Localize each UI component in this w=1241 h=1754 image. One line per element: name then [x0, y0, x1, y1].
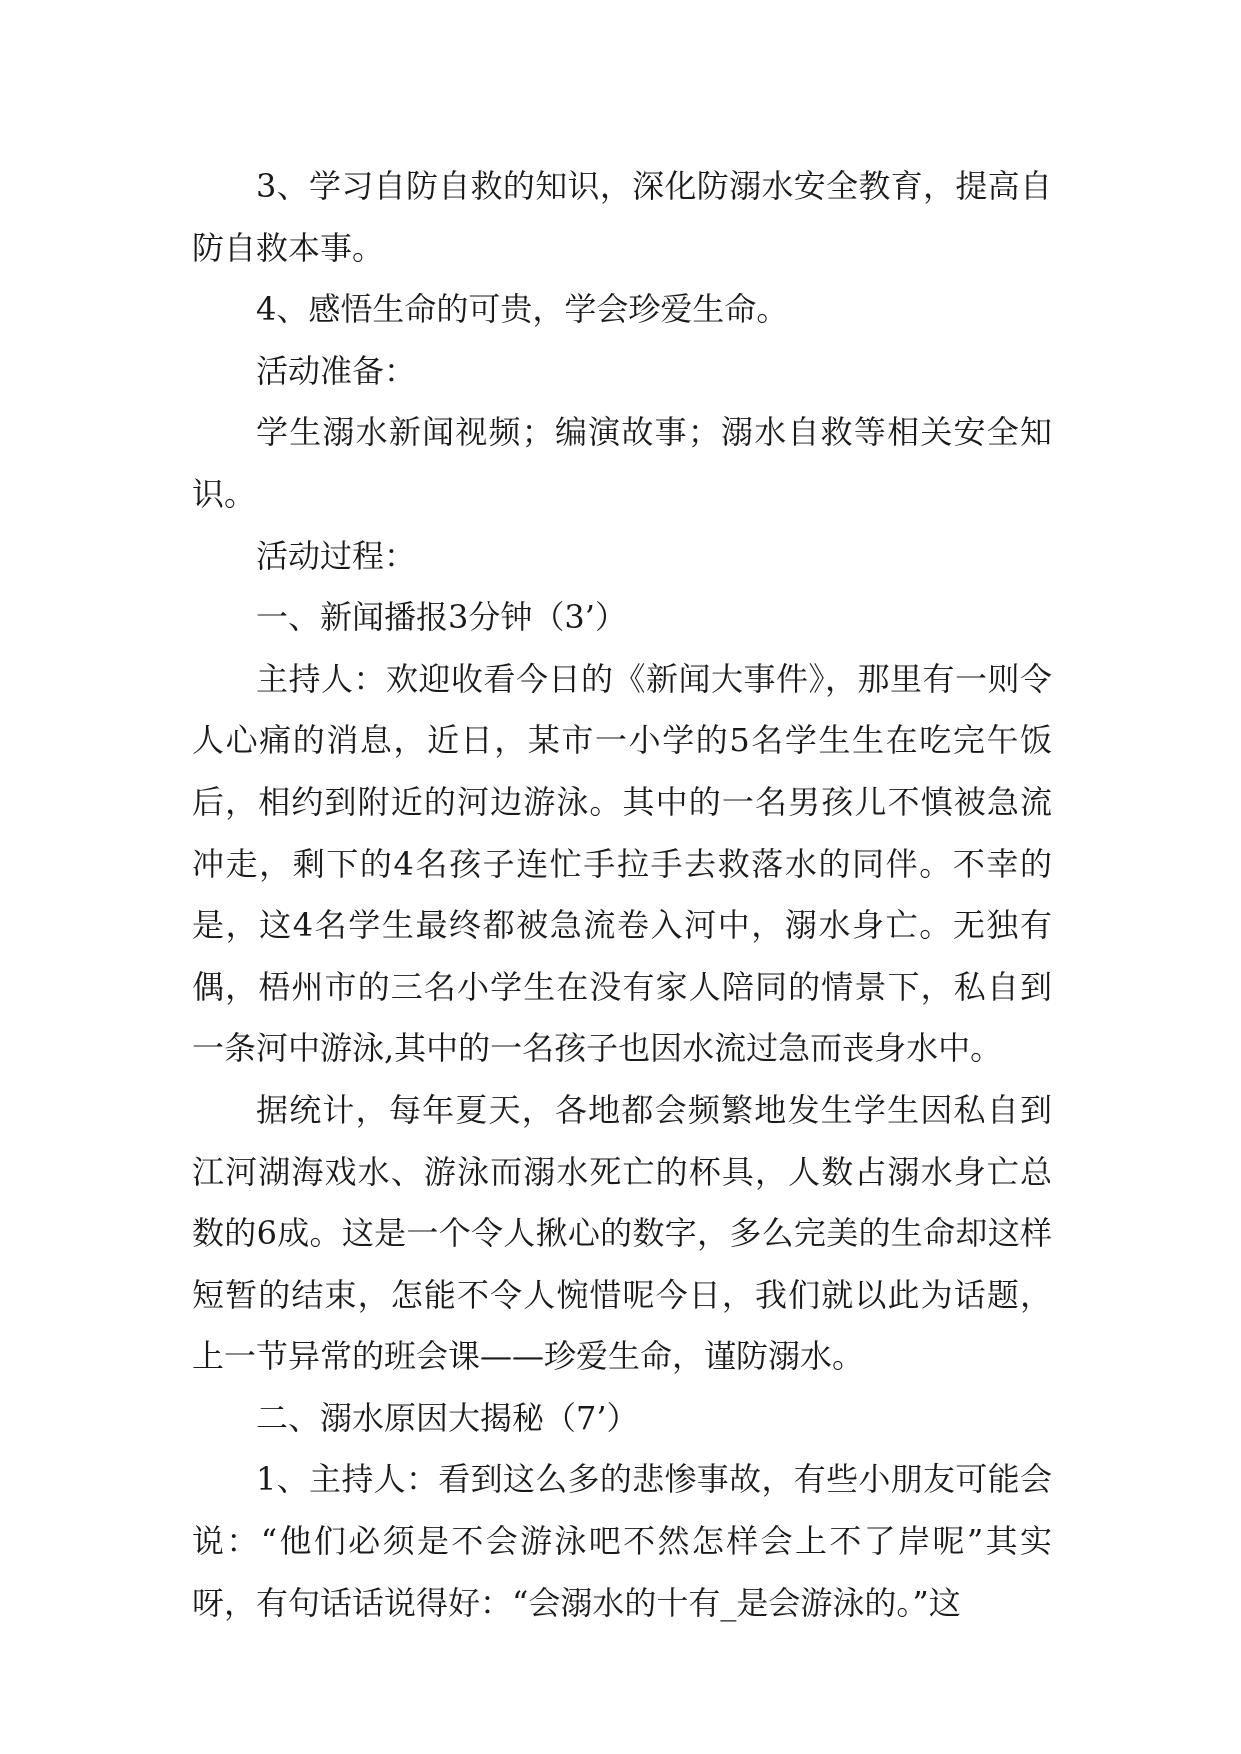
heading-news-report: 一、新闻播报3分钟（3’）: [256, 598, 627, 637]
paragraph-goal-3: 3、学习自防自救的知识，深化防溺水安全教育，提高自防自救本事。: [192, 167, 1052, 267]
heading-drowning-causes: 二、溺水原因大揭秘（7’）: [256, 1398, 639, 1437]
heading-activity-process: 活动过程：: [256, 536, 417, 575]
heading-activity-preparation: 活动准备：: [256, 351, 417, 390]
paragraph-goal-4: 4、感悟生命的可贵，学会珍爱生命。: [256, 290, 789, 329]
paragraph-host-news: 主持人：欢迎收看今日的《新闻大事件》，那里有一则令人心痛的消息，近日，某市一小学的5名学生生在吃完午饭后，相约到附近的河边游泳。其中的一名男孩儿不慎被急流冲走，剩下的4名孩子连忙手拉手去救落水的同伴。不幸的是，这4名学生最终都被急流卷入河中，溺水身亡。无独有偶，梧州市的三名小学生在没有家人陪同的情景下，私自到一条河中游泳,其中的一名孩子也因水流过急而丧身水中。: [192, 659, 1052, 1068]
paragraph-preparation-items: 学生溺水新闻视频；编演故事；溺水自救等相关安全知识。: [192, 413, 1052, 513]
document-body: [192, 156, 1052, 1634]
paragraph-statistics: 据统计，每年夏天，各地都会频繁地发生学生因私自到江河湖海戏水、游泳而溺水死亡的杯具，人数占溺水身亡总数的6成。这是一个令人揪心的数字，多么完美的生命却这样短暂的结束，怎能不令人惋惜呢今日，我们就以此为话题，上一节异常的班会课——珍爱生命，谨防溺水。: [192, 1090, 1052, 1376]
paragraph-host-question: 1、主持人：看到这么多的悲惨事故，有些小朋友可能会说：“他们必须是不会游泳吧不然怎样会上不了岸呢”其实呀，有句话话说得好：“会溺水的十有_是会游泳的。”这: [192, 1460, 1052, 1622]
